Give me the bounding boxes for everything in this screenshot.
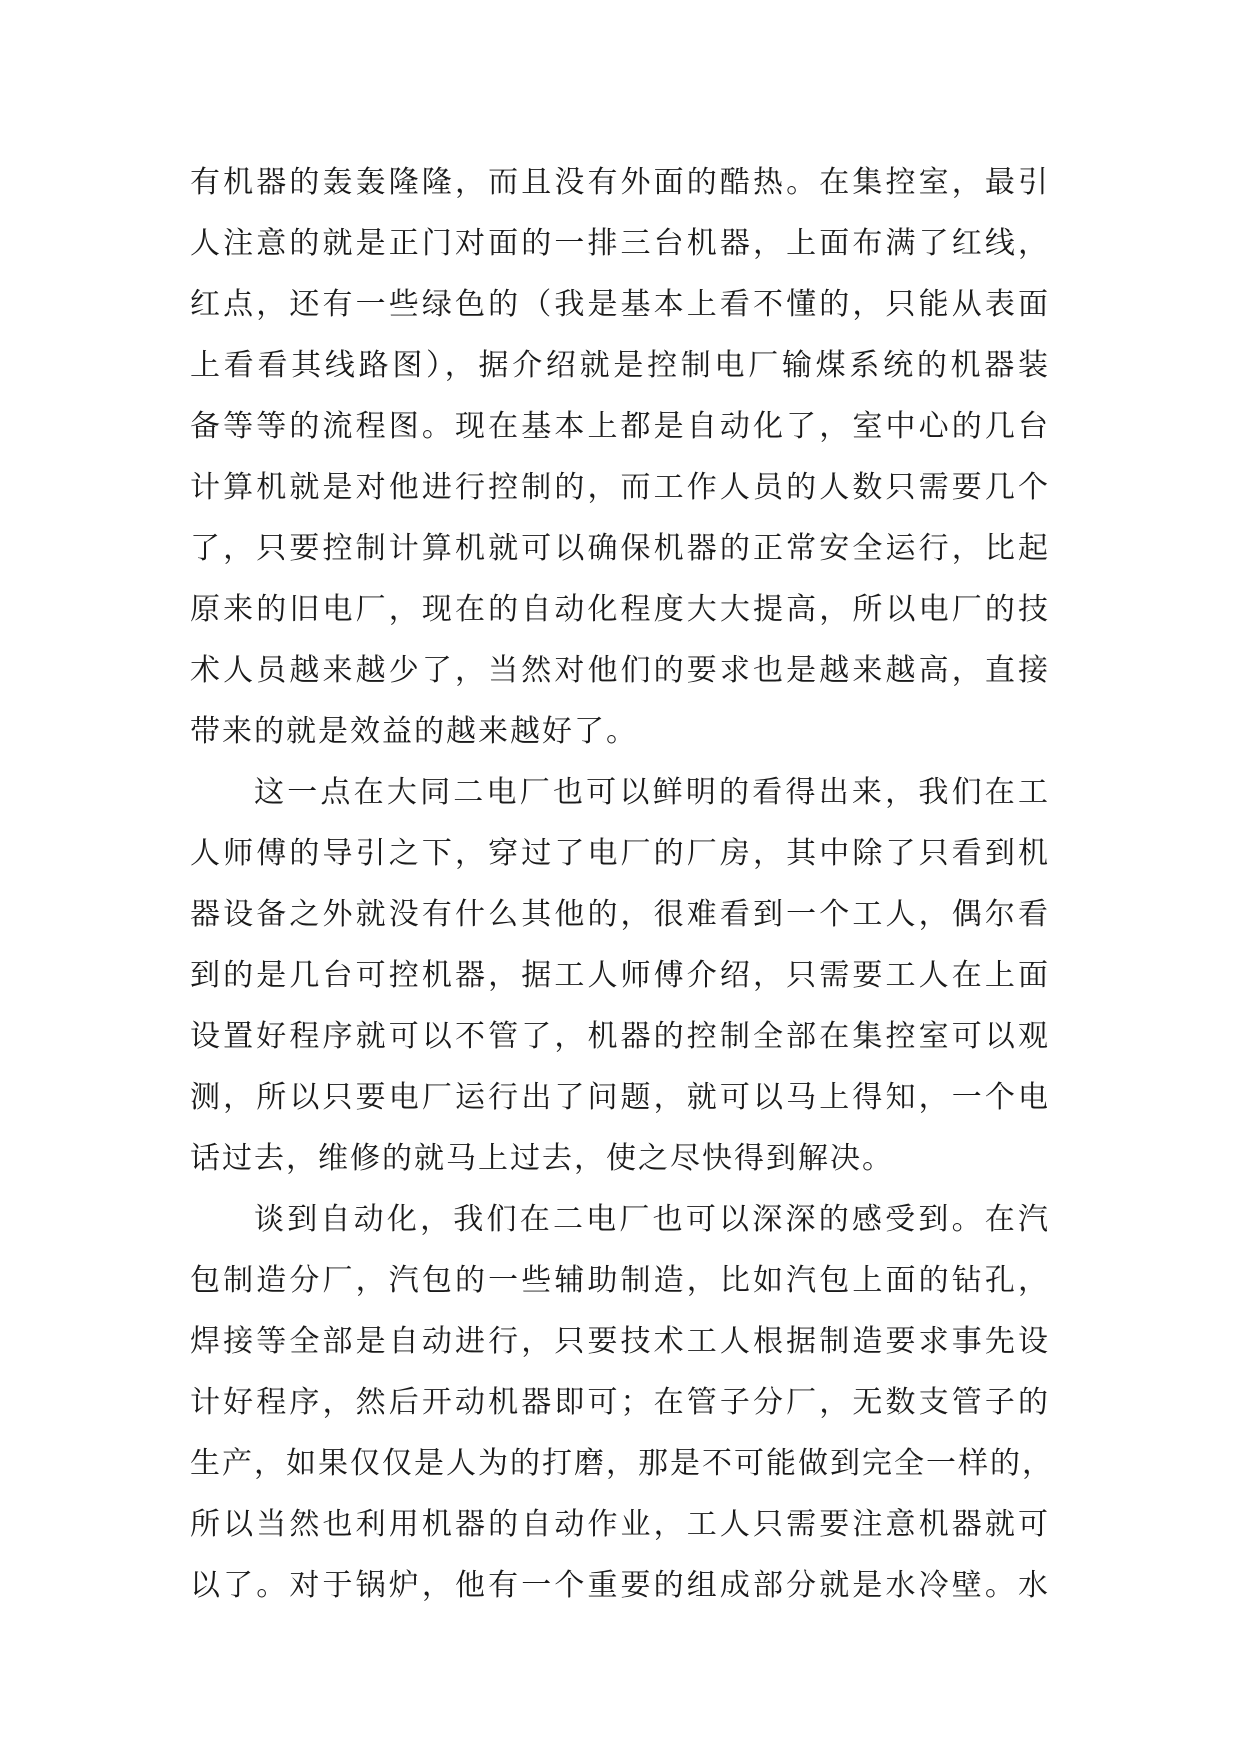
text-line: 所以当然也利用机器的自动作业，工人只需要注意机器就可 (190, 1507, 1050, 1542)
text-line: 测，所以只要电厂运行出了问题，就可以马上得知，一个电 (190, 1080, 1050, 1115)
text-line: 有机器的轰轰隆隆，而且没有外面的酷热。在集控室，最引 (190, 165, 1050, 200)
text-line: 术人员越来越少了，当然对他们的要求也是越来越高，直接 (190, 653, 1050, 688)
text-line: 话过去，维修的就马上过去，使之尽快得到解决。 (190, 1141, 894, 1176)
text-line: 以了。对于锅炉，他有一个重要的组成部分就是水冷壁。水 (190, 1568, 1050, 1603)
text-line: 人师傅的导引之下，穿过了电厂的厂房，其中除了只看到机 (190, 836, 1050, 871)
document-body (190, 152, 1054, 1616)
text-line: 原来的旧电厂，现在的自动化程度大大提高，所以电厂的技 (190, 592, 1050, 627)
text-line: 带来的就是效益的越来越好了。 (190, 714, 638, 749)
text-line: 生产，如果仅仅是人为的打磨，那是不可能做到完全一样的， (190, 1446, 1054, 1481)
text-line: 人注意的就是正门对面的一排三台机器，上面布满了红线， (190, 226, 1050, 261)
text-line: 器设备之外就没有什么其他的，很难看到一个工人，偶尔看 (190, 897, 1050, 932)
text-line: 包制造分厂，汽包的一些辅助制造，比如汽包上面的钻孔， (190, 1263, 1050, 1298)
text-line: 上看看其线路图），据介绍就是控制电厂输煤系统的机器装 (190, 348, 1050, 383)
text-line: 红点，还有一些绿色的（我是基本上看不懂的，只能从表面 (190, 287, 1050, 322)
text-line: 焊接等全部是自动进行，只要技术工人根据制造要求事先设 (190, 1324, 1050, 1359)
text-line: 这一点在大同二电厂也可以鲜明的看得出来，我们在工 (254, 775, 1050, 810)
text-line: 计好程序，然后开动机器即可；在管子分厂，无数支管子的 (190, 1385, 1050, 1420)
text-line: 设置好程序就可以不管了，机器的控制全部在集控室可以观 (190, 1019, 1050, 1054)
text-line: 计算机就是对他进行控制的，而工作人员的人数只需要几个 (190, 470, 1050, 505)
text-line: 了，只要控制计算机就可以确保机器的正常安全运行，比起 (190, 531, 1050, 566)
text-line: 备等等的流程图。现在基本上都是自动化了，室中心的几台 (190, 409, 1050, 444)
text-line: 到的是几台可控机器，据工人师傅介绍，只需要工人在上面 (190, 958, 1050, 993)
text-line: 谈到自动化，我们在二电厂也可以深深的感受到。在汽 (254, 1202, 1050, 1237)
